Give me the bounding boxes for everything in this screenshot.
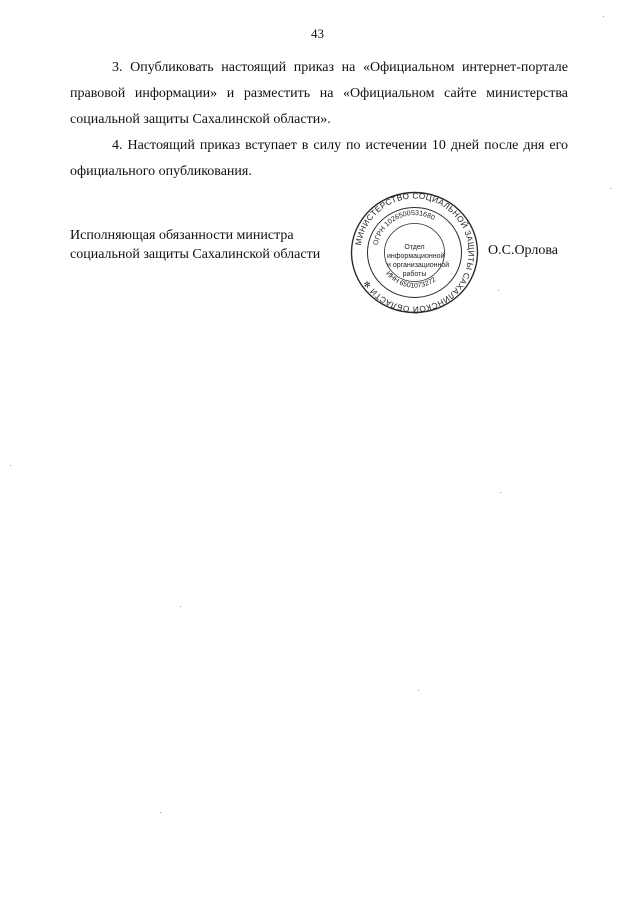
- scan-speck: [160, 812, 161, 813]
- paragraph-publish: 3. Опубликовать настоящий приказ на «Официальном интернет-портале правовой информации» и разместить на «Официальном сайте министерства социальной защиты Сахалинской области».: [70, 60, 568, 127]
- signature-title: [70, 226, 350, 264]
- scan-speck: [10, 465, 11, 466]
- seal-center-line2: информационной: [387, 253, 445, 260]
- seal-ogrn-text: ОГРН 1026500531680: [372, 209, 436, 247]
- scan-speck: [603, 16, 604, 17]
- page-number: 43: [311, 26, 324, 41]
- scan-speck: [418, 690, 419, 691]
- seal-center-line4: работы: [402, 271, 427, 278]
- signature-title-line2: социальной защиты Сахалинской области: [70, 247, 321, 262]
- seal-center-text: [387, 243, 450, 279]
- scan-speck: [180, 606, 181, 607]
- signatory-name: О.С.Орлова: [488, 243, 558, 258]
- seal-outer-text: МИНИСТЕРСТВО СОЦИАЛЬНОЙ ЗАЩИТЫ САХАЛИНСКОЙ ОБЛАСТИ ✻: [353, 191, 476, 314]
- signature-title-line1: Исполняющая обязанности министра: [70, 228, 294, 243]
- seal-center-line3: и организационной: [387, 262, 450, 269]
- scan-speck: [500, 492, 501, 493]
- scan-speck: [610, 188, 611, 189]
- paragraph-effective-date: 4. Настоящий приказ вступает в силу по истечении 10 дней после дня его официального опубликования.: [70, 138, 568, 179]
- seal-inn-text: ИНН 6501073272: [384, 270, 438, 290]
- official-seal: [347, 190, 482, 315]
- seal-center-line1: Отдел: [404, 244, 425, 251]
- scan-speck: [498, 290, 499, 291]
